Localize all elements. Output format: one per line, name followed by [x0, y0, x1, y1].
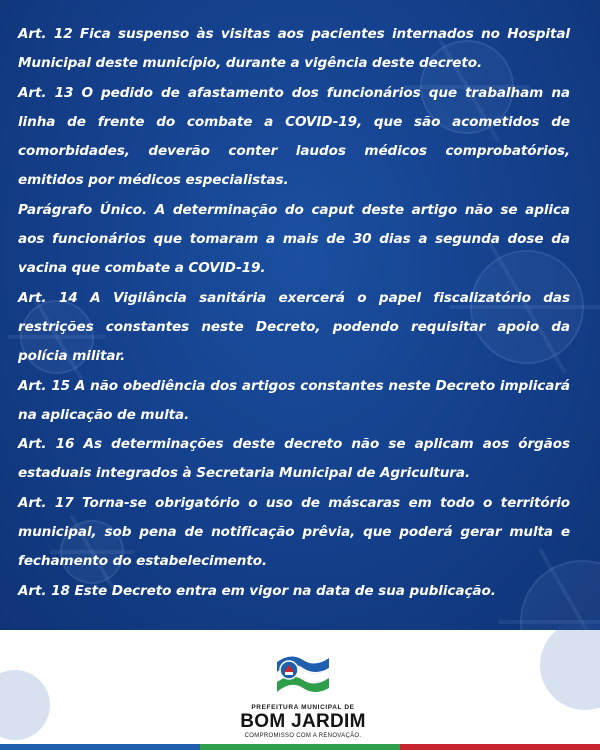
stripe-red — [400, 744, 600, 750]
city-slogan: COMPROMISSO COM A RENOVAÇÃO. — [244, 733, 362, 739]
prefeitura-label: PREFEITURA MUNICIPAL DE — [251, 704, 355, 711]
virus-decoration — [0, 670, 50, 740]
stripe-blue — [0, 744, 200, 750]
city-flag-emblem-icon — [273, 648, 331, 700]
article-12: Art. 12 Fica suspenso às visitas aos pacientes internados no Hospital Municipal deste município, durante a vigência deste decreto. — [18, 26, 570, 72]
article-18: Art. 18 Este Decreto entra em vigor na data de sua publicação. — [18, 582, 496, 599]
article-13: Art. 13 O pedido de afastamento dos funcionários que trabalham na linha de frente do combate a COVID-19, que são acometidos de comorbidades, deverão conter laudos médicos comprobatórios, emitidos por médicos especialistas. — [18, 84, 570, 189]
city-logo — [228, 648, 378, 743]
article-15: Art. 15 A não obediência dos artigos constantes neste Decreto implicará na aplicação de multa. — [18, 377, 570, 423]
color-stripe — [0, 744, 600, 750]
virus-decoration — [540, 620, 600, 710]
stripe-green — [200, 744, 400, 750]
footer — [0, 630, 600, 750]
city-name: BOM JARDIM — [240, 711, 366, 732]
paragrafo-unico: Parágrafo Único. A determinação do caput deste artigo não se aplica aos funcionários que tomaram a mais de 30 dias a segunda dose da vacina que combate a COVID-19. — [18, 201, 570, 277]
decree-article-text — [18, 20, 570, 606]
article-16: Art. 16 As determinações deste decreto não se aplicam aos órgãos estaduais integrados à Secretaria Municipal de Agricultura. — [18, 436, 570, 482]
article-17: Art. 17 Torna-se obrigatório o uso de máscaras em todo o território municipal, sob pena de notificação prêvia, que poderá gerar multa e fechamento do estabelecimento. — [18, 494, 570, 570]
article-14: Art. 14 A Vigilância sanitária exercerá o papel fiscalizatório das restrições constantes neste Decreto, podendo requisitar apoio da polícia militar. — [18, 289, 570, 365]
